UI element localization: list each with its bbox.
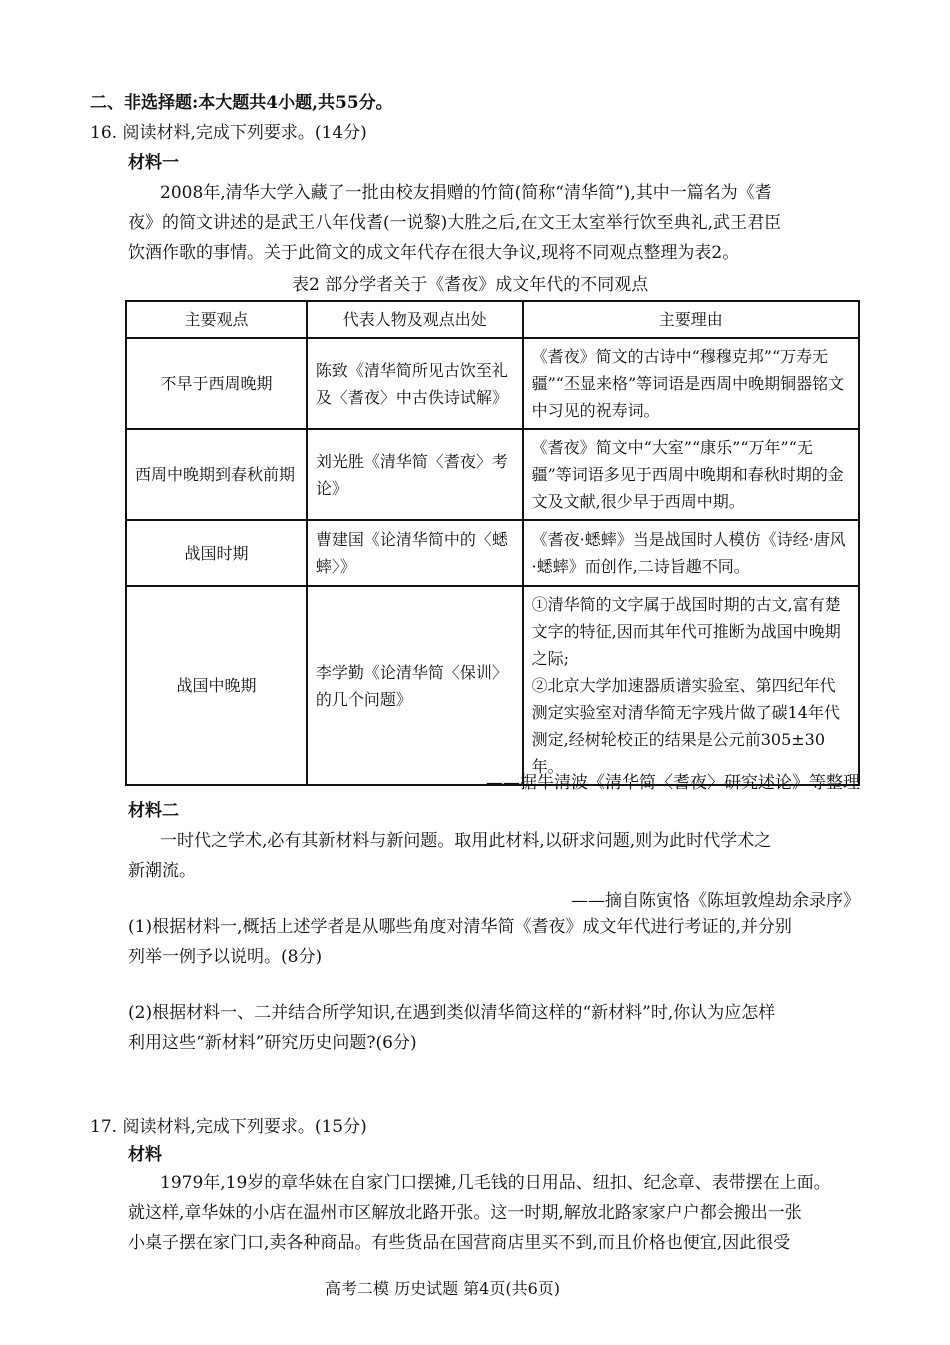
source-cell: 李学勤《论清华简〈保训〉的几个问题》	[307, 586, 523, 785]
view-cell: 不早于西周晚期	[126, 338, 307, 429]
table-row	[126, 338, 859, 429]
q16-title: 16. 阅读材料,完成下列要求。(14分)	[90, 123, 367, 143]
q16-material1-line: 饮酒作歌的事情。关于此简文的成文年代存在很大争议,现将不同观点整理为表2。	[128, 243, 740, 263]
reason-cell: 《耆夜·蟋蟀》当是战国时人模仿《诗经·唐风·蟋蟀》而创作,二诗旨趣不同。	[523, 520, 859, 586]
views-table	[125, 300, 860, 786]
page-footer: 高考二模 历史试题 第4页(共6页)	[325, 1279, 561, 1298]
q17-title: 17. 阅读材料,完成下列要求。(15分)	[90, 1117, 367, 1137]
view-cell: 战国中晚期	[126, 586, 307, 785]
q16-material1-line: 夜》的简文讲述的是武王八年伐耆(一说黎)大胜之后,在文王太室举行饮至典礼,武王君臣	[128, 213, 782, 233]
reason-cell	[523, 586, 859, 785]
q16-material2-line: 一时代之学术,必有其新材料与新问题。取用此材料,以研求问题,则为此时代学术之	[160, 831, 772, 851]
source-cell: 刘光胜《清华简〈耆夜〉考论》	[307, 429, 523, 520]
material2-source: ——摘自陈寅恪《陈垣敦煌劫余录序》	[571, 891, 860, 911]
source-cell: 曹建国《论清华简中的〈蟋蟀〉》	[307, 520, 523, 586]
q17-material-line: 小桌子摆在家门口,卖各种商品。有些货品在国营商店里买不到,而且价格也便宜,因此很受	[128, 1233, 791, 1253]
table-header: 代表人物及观点出处	[307, 301, 523, 338]
reason-item: ①清华简的文字属于战国时期的古文,富有楚文字的特征,因而其年代可推断为战国中晚期之际;	[531, 595, 841, 668]
q17-material-line: 1979年,19岁的章华妹在自家门口摆摊,几毛钱的日用品、纽扣、纪念章、表带摆在上面。	[160, 1173, 831, 1193]
section-title: 二、非选择题:本大题共4小题,共55分。	[90, 93, 393, 113]
table-header-row	[126, 301, 859, 338]
q16-sub2-line: (2)根据材料一、二并结合所学知识,在遇到类似清华简这样的“新材料”时,你认为应怎样	[128, 1003, 776, 1023]
source-cell: 陈致《清华简所见古饮至礼及〈耆夜〉中古佚诗试解》	[307, 338, 523, 429]
table-header: 主要观点	[126, 301, 307, 338]
q16-material2-label: 材料二	[128, 801, 179, 821]
q16-material2-line: 新潮流。	[128, 861, 196, 881]
reason-cell: 《耆夜》简文的古诗中“穆穆克邦”“万寿无疆”“丕显来格”等词语是西周中晚期铜器铭文中习见的祝寿词。	[523, 338, 859, 429]
q16-material1-line: 2008年,清华大学入藏了一批由校友捐赠的竹简(简称“清华简”),其中一篇名为《耆	[160, 183, 772, 203]
q17-material-label: 材料	[128, 1145, 162, 1165]
reason-item: ②北京大学加速器质谱实验室、第四纪年代测定实验室对清华简无字残片做了碳14年代测定,经树轮校正的结果是公元前305±30年。	[531, 676, 840, 776]
view-cell: 西周中晚期到春秋前期	[126, 429, 307, 520]
q16-sub1-line: (1)根据材料一,概括上述学者是从哪些角度对清华简《耆夜》成文年代进行考证的,并分别	[128, 917, 792, 937]
table-row	[126, 586, 859, 785]
q16-material1-label: 材料一	[128, 153, 179, 173]
table-row	[126, 520, 859, 586]
view-cell: 战国时期	[126, 520, 307, 586]
table-caption: 表2 部分学者关于《耆夜》成文年代的不同观点	[292, 275, 649, 295]
q16-sub1-line: 列举一例予以说明。(8分)	[128, 947, 323, 967]
q17-material-line: 就这样,章华妹的小店在温州市区解放北路开张。这一时期,解放北路家家户户都会搬出一张	[128, 1203, 802, 1223]
q16-sub2-line: 利用这些“新材料”研究历史问题?(6分)	[128, 1033, 417, 1053]
table-row	[126, 429, 859, 520]
table-header: 主要理由	[523, 301, 859, 338]
material1-source: ——据牛清波《清华简〈耆夜〉研究述论》等整理	[486, 773, 860, 793]
reason-cell: 《耆夜》简文中“大室”“康乐”“万年”“无疆”等词语多见于西周中晚期和春秋时期的金文及文献,很少早于西周中期。	[523, 429, 859, 520]
